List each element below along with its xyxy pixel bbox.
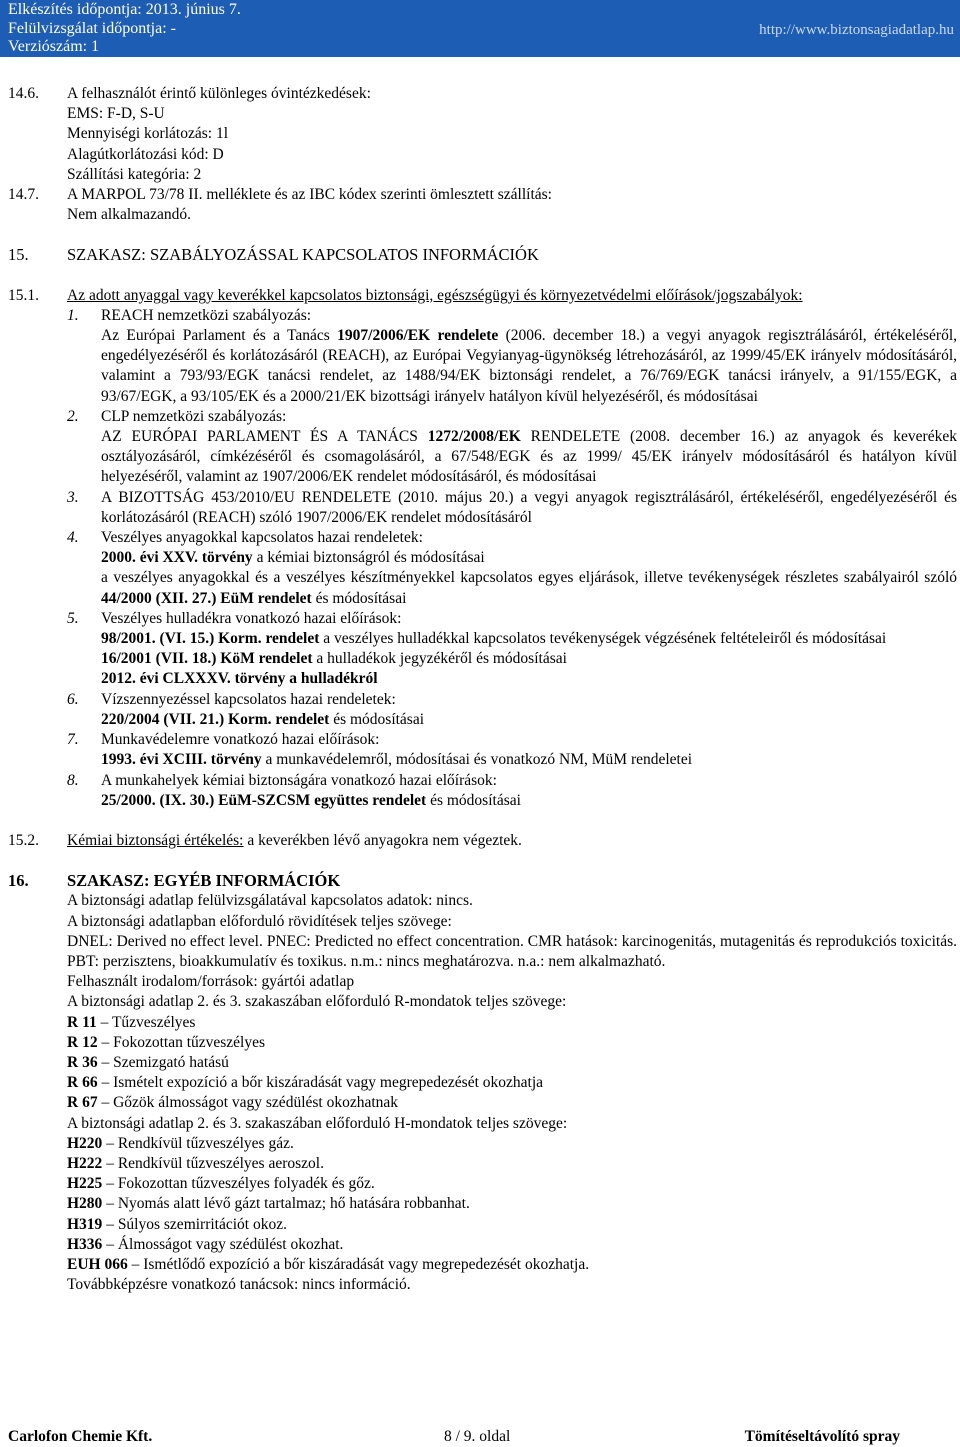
item-line: 220/2004 (VII. 21.) Korm. rendelet és módosításai [101, 710, 425, 728]
document-body [0, 84, 960, 1295]
section-title: Kémiai biztonsági értékelés: [67, 831, 244, 849]
section-14-7 [0, 185, 960, 225]
h-phrase: H222 – Rendkívül tűzveszélyes aeroszol. [67, 1154, 324, 1172]
item-line: 25/2000. (IX. 30.) EüM-SZCSM együttes rendelet és módosításai [101, 791, 521, 809]
training-info: Továbbképzésre vonatkozó tanácsok: nincs információ. [67, 1276, 411, 1294]
item-label: Vízszennyezéssel kapcsolatos hazai rendeletek: [101, 690, 396, 708]
list-item [67, 488, 960, 528]
item-line: 1993. évi XCIII. törvény a munkavédelemről, módosításai és vonatkozó NM, MüM rendeletei [101, 751, 693, 769]
item-line: 16/2001 (VII. 18.) KöM rendelet a hulladékok jegyzékéről és módosításai [101, 650, 567, 668]
r-phrase: R 67 – Gőzök álmosságot vagy szédülést okozhatnak [67, 1094, 399, 1112]
item-line: 2000. évi XXV. törvény a kémiai biztonságról és módosításai [101, 549, 485, 567]
header-info [8, 1, 241, 57]
section-number: 16. [8, 871, 29, 891]
section-number: 15.2. [8, 831, 39, 849]
item-text: A BIZOTTSÁG 453/2010/EU RENDELETE (2010. május 20.) a vegyi anyagok regisztrálásáról, értékeléséről, engedélyezéséről és korlátozásáról (REACH) szóló 1907/2006/EK rendelet módosításáról [101, 488, 957, 526]
list-number: 7. [67, 731, 79, 749]
list-item [67, 528, 960, 609]
section-number: 15. [8, 245, 29, 265]
literature-source: Felhasznált irodalom/források: gyártói adatlap [67, 973, 355, 991]
item-label: Veszélyes anyagokkal kapcsolatos hazai rendeletek: [101, 529, 423, 547]
regulation-list [67, 306, 960, 811]
text-line: Alagútkorlátozási kód: D [67, 145, 224, 163]
abbreviation-text: DNEL: Derived no effect level. PNEC: Predicted no effect concentration. CMR hatások: karcinogenitás, mutagenitás és reprodukciós toxicitás. PBT: perzisztens, bioakkumulatív és toxikus. n.m.: nincs meghatározva. n.a.: nem alkalmazható. [67, 932, 957, 970]
h-phrases-title: A biztonsági adatlap 2. és 3. szakaszában előforduló H-mondatok teljes szövege: [67, 1114, 568, 1132]
section-14-6 [0, 84, 960, 185]
review-date: Felülvizsgálat időpontja: - [8, 19, 176, 37]
section-number: 15.1. [8, 286, 39, 304]
header-url-link[interactable]: http://www.biztonsagiadatlap.hu [759, 22, 954, 38]
section-number: 14.7. [8, 186, 39, 204]
r-phrase: R 66 – Ismételt expozíció a bőr kiszáradását vagy megrepedezését okozhatja [67, 1074, 544, 1092]
h-phrase: H280 – Nyomás alatt lévő gázt tartalmaz; hő hatására robbanhat. [67, 1195, 470, 1213]
text-line: Szállítási kategória: 2 [67, 165, 202, 183]
section-number: 14.6. [8, 85, 39, 102]
list-number: 2. [67, 407, 79, 425]
list-number: 6. [67, 690, 79, 708]
list-number: 5. [67, 609, 79, 627]
section-16-body [67, 891, 957, 1295]
h-phrase: H220 – Rendkívül tűzveszélyes gáz. [67, 1134, 294, 1152]
product-name: Tömítéseltávolító spray [744, 1428, 900, 1445]
r-phrases-title: A biztonsági adatlap 2. és 3. szakaszában előforduló R-mondatok teljes szövege: [67, 993, 567, 1011]
list-item [67, 609, 960, 690]
list-item [67, 690, 960, 730]
list-item [67, 730, 960, 770]
section-title: Az adott anyaggal vagy keverékkel kapcsolatos biztonsági, egészségügyi és környezetvédelmi előírások/jogszabályok: [67, 286, 803, 304]
h-phrase: H336 – Álmosságot vagy szédülést okozhat. [67, 1235, 344, 1253]
item-text: AZ EURÓPAI PARLAMENT ÉS A TANÁCS 1272/2008/EK RENDELETE (2008. december 16.) az anyagok és keverékek osztályozásáról, címkézéséről és csomagolásáról, a 67/548/EGK és az 1999/ 45/EK irányelv módosításáról és hatályon kívül helyezéséről, valamint az 1907/2006/EK rendelet módosításáról, és módosításai [101, 428, 957, 486]
section-title: A felhasználót érintő különleges óvintézkedések: [67, 85, 371, 102]
item-label: CLP nemzetközi szabályozás: [101, 407, 287, 425]
section-title: SZAKASZ: SZABÁLYOZÁSSAL KAPCSOLATOS INFORMÁCIÓK [67, 245, 539, 265]
h-phrase: EUH 066 – Ismétlődő expozíció a bőr kiszáradását vagy megrepedezését okozhatja. [67, 1255, 590, 1273]
section-value: a keverékben lévő anyagokra nem végeztek. [243, 831, 522, 849]
list-number: 3. [67, 488, 79, 506]
h-phrase: H319 – Súlyos szemirritációt okoz. [67, 1215, 287, 1233]
item-label: REACH nemzetközi szabályozás: [101, 306, 312, 324]
list-number: 4. [67, 529, 79, 547]
abbreviation-title: A biztonsági adatlapban előforduló rövidítések teljes szövege: [67, 912, 452, 930]
list-number: 8. [67, 771, 79, 789]
list-number: 1. [67, 306, 79, 324]
text-line: EMS: F-D, S-U [67, 105, 165, 123]
list-item [67, 407, 960, 488]
document-header [0, 0, 960, 57]
section-15-1 [0, 286, 960, 306]
item-line: 2012. évi CLXXXV. törvény a hulladékról [101, 670, 378, 688]
list-item [67, 771, 960, 811]
list-item [67, 306, 960, 407]
section-15-2 [0, 831, 960, 851]
section-value: Nem alkalmazandó. [67, 206, 191, 224]
h-phrase: H225 – Fokozottan tűzveszélyes folyadék és gőz. [67, 1175, 375, 1193]
version-number: Verziószám: 1 [8, 38, 100, 55]
item-line: 98/2001. (VI. 15.) Korm. rendelet a veszélyes hulladékkal kapcsolatos tevékenységek végzésének feltételeiről és módosításai [101, 630, 887, 648]
section-title: SZAKASZ: EGYÉB INFORMÁCIÓK [67, 871, 341, 891]
document-footer [0, 1427, 960, 1447]
company-name: Carlofon Chemie Kft. [8, 1428, 153, 1445]
text-line: Mennyiségi korlátozás: 1l [67, 125, 228, 143]
r-phrase: R 12 – Fokozottan tűzveszélyes [67, 1033, 266, 1051]
item-label: Munkavédelemre vonatkozó hazai előírások: [101, 731, 380, 749]
item-text: Az Európai Parlament és a Tanács 1907/2006/EK rendelete (2006. december 18.) a vegyi anyagok regisztrálásáról, értékeléséről, engedélyezéséről és korlátozásáról (REACH), az Európai Vegyianyag-ügynökség létrehozásáról, az 1999/45/EK irányelv módosításáról, valamint a 793/93/EGK tanácsi rendelet, az 1488/94/EK biztonsági rendelet, a 76/769/EGK tanácsi irányelv, a 91/155/EGK, a 93/67/EGK, a 93/105/EK és a 2000/21/EK bizottsági irányelv hatályon kívül helyezéséről, és módosításai [101, 327, 958, 405]
r-phrase: R 11 – Tűzveszélyes [67, 1013, 196, 1031]
page-number: 8 / 9. oldal [444, 1428, 511, 1445]
item-line: a veszélyes anyagokkal és a veszélyes készítményekkel kapcsolatos egyes eljárások, illetve tevékenységek részletes szabályairól szóló 44/2000 (XII. 27.) EüM rendelet és módosításai [101, 569, 957, 607]
item-label: A munkahelyek kémiai biztonságára vonatkozó hazai előírások: [101, 771, 497, 789]
r-phrase: R 36 – Szemizgató hatású [67, 1053, 229, 1071]
section-16-heading [0, 871, 960, 891]
section-15-heading [0, 245, 960, 265]
review-info: A biztonsági adatlap felülvizsgálatával kapcsolatos adatok: nincs. [67, 892, 473, 910]
item-label: Veszélyes hulladékra vonatkozó hazai előírások: [101, 609, 402, 627]
section-title: A MARPOL 73/78 II. melléklete és az IBC kódex szerinti ömlesztett szállítás: [67, 186, 552, 204]
created-date: Elkészítés időpontja: 2013. június 7. [8, 1, 241, 18]
